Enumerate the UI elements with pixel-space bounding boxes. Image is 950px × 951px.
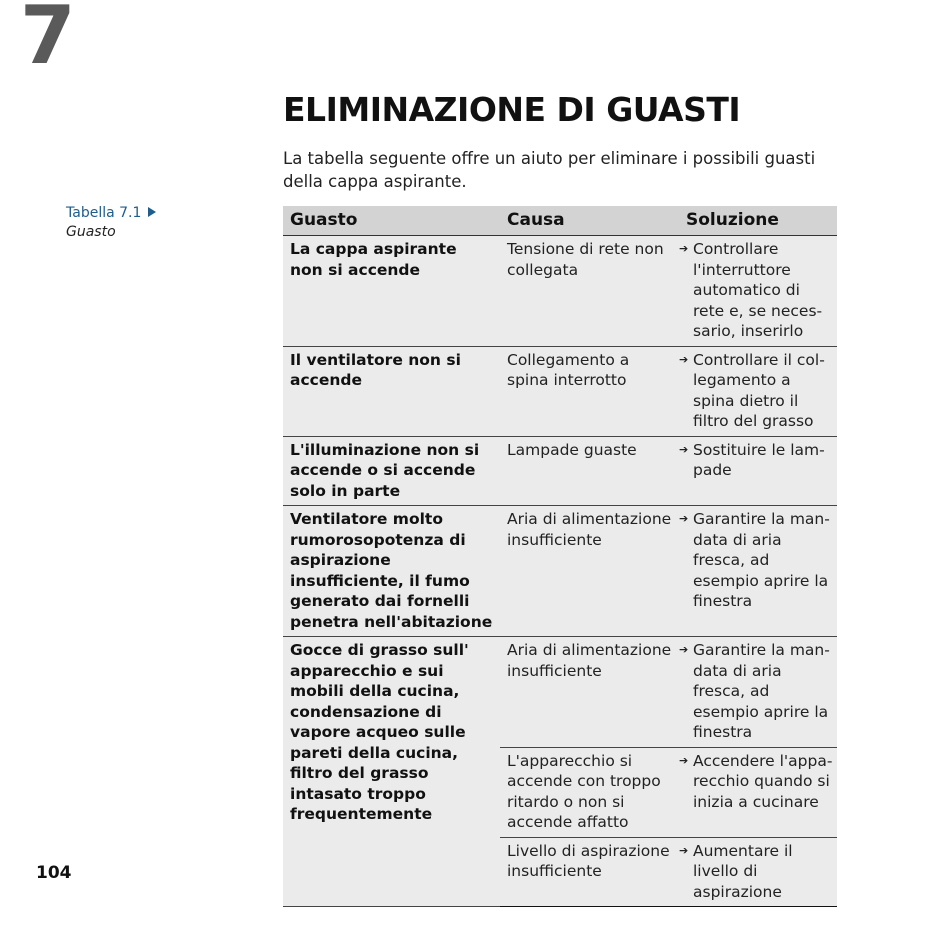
table-row (283, 346, 837, 436)
intro-paragraph: La tabella seguente offre un aiuto per eliminare i possibili guasti della cappa aspirante. (283, 149, 816, 191)
solution-text: Garantire la mandata di aria fresca, ad esempio aprire la finestra (693, 510, 830, 610)
table-caption (66, 204, 156, 242)
solution-cell (679, 346, 837, 436)
cause-cell: L'apparecchio si accende con troppo ritardo o non si accende affatto (500, 747, 679, 837)
cause-cell: Aria di alimentazione insufficiente (500, 506, 679, 637)
header-soluzione: Soluzione (679, 206, 837, 236)
chapter-number: 7 (20, 0, 76, 82)
caption-label: Tabella 7.1 (66, 205, 142, 221)
arrow-right-icon: ➔ (679, 352, 689, 366)
header-guasto: Guasto (283, 206, 500, 236)
fault-cell: Ventilatore molto rumorosopotenza di aspirazione insufficiente, il fumo generato dai fornelli penetra nell'abitazione (283, 506, 500, 637)
solution-cell (679, 506, 837, 637)
cause-cell: Tensione di rete non collegata (500, 236, 679, 347)
page-number: 104 (36, 863, 72, 883)
arrow-right-icon: ➔ (679, 512, 689, 525)
cause-cell: Livello di aspirazione insufficiente (500, 837, 679, 907)
arrow-right-icon: ➔ (679, 242, 689, 255)
solution-text: Aumentare il livello di aspirazione (693, 841, 793, 901)
troubleshooting-table (283, 206, 837, 907)
header-causa: Causa (500, 206, 679, 236)
table-row (283, 637, 837, 748)
solution-text: Sostituire le lampade (693, 440, 825, 479)
solution-text: Garantire la mandata di aria fresca, ad esempio aprire la finestra (693, 641, 830, 741)
solution-text: Accendere l'apparecchio quando si inizia a cucinare (693, 751, 833, 811)
cause-cell: Lampade guaste (500, 436, 679, 506)
cause-cell: Aria di alimentazione insufficiente (500, 637, 679, 748)
solution-cell (679, 747, 837, 837)
arrow-right-icon: ➔ (679, 442, 689, 456)
fault-cell: Gocce di grasso sull' apparecchio e sui mobili della cucina, condensazione di vapore acqueo sulle pareti della cucina, filtro del grasso intasato troppo frequentemente (283, 637, 500, 907)
solution-text: Controllare il collegamento a spina dietro il filtro del grasso (693, 350, 825, 430)
solution-cell (679, 436, 837, 506)
solution-cell (679, 837, 837, 907)
arrow-right-icon: ➔ (679, 753, 689, 767)
solution-cell (679, 236, 837, 347)
fault-cell: L'illuminazione non si accende o si accende solo in parte (283, 436, 500, 506)
table-body (283, 236, 837, 907)
page-title: ELIMINAZIONE DI GUASTI (283, 90, 741, 129)
table-row (283, 236, 837, 347)
triangle-right-icon (148, 207, 156, 217)
solution-text: Controllare l'interruttore automatico di rete e, se necessario, inserirlo (693, 240, 823, 340)
fault-cell: La cappa aspirante non si accende (283, 236, 500, 347)
table-row (283, 436, 837, 506)
solution-cell (679, 637, 837, 748)
table-header-row (283, 206, 837, 236)
arrow-right-icon: ➔ (679, 843, 689, 857)
arrow-right-icon: ➔ (679, 643, 689, 656)
table-row (283, 506, 837, 637)
cause-cell: Collegamento a spina interrotto (500, 346, 679, 436)
fault-cell: Il ventilatore non si accende (283, 346, 500, 436)
caption-subtitle: Guasto (66, 224, 116, 240)
